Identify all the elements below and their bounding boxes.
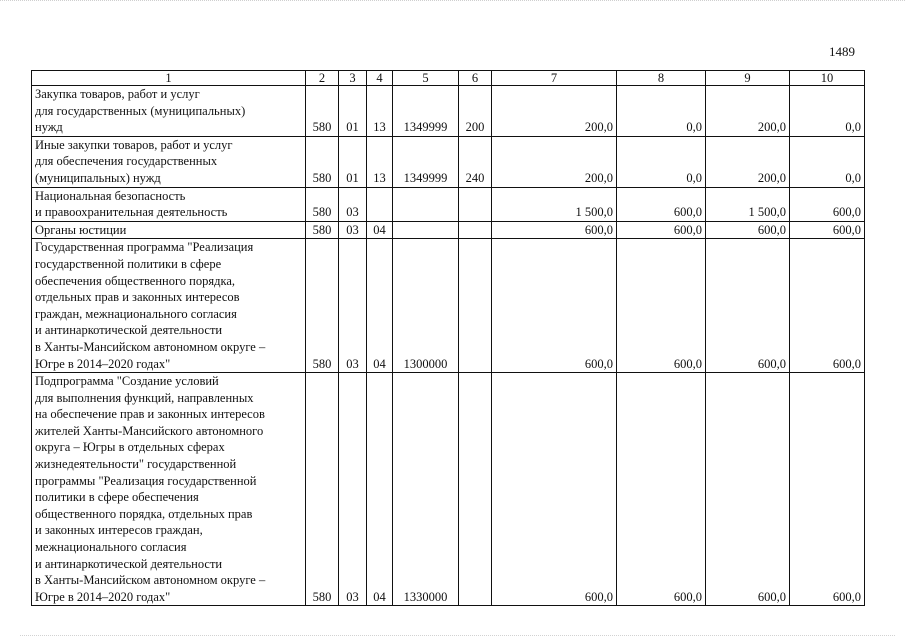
cell-ministry-code: 580 bbox=[306, 187, 339, 221]
cell-ministry-code: 580 bbox=[306, 239, 339, 373]
cell-expense-type bbox=[459, 239, 492, 373]
cell-subsection: 04 bbox=[367, 373, 393, 606]
cell-amount-8: 0,0 bbox=[617, 136, 706, 187]
cell-ministry-code: 580 bbox=[306, 373, 339, 606]
column-header-8: 8 bbox=[617, 71, 706, 86]
cell-section: 01 bbox=[339, 86, 367, 137]
cell-section: 01 bbox=[339, 136, 367, 187]
row-name: Органы юстиции bbox=[32, 221, 306, 239]
row-name: Национальная безопасность и правоохранительная деятельность bbox=[32, 187, 306, 221]
cell-target-article: 1349999 bbox=[393, 86, 459, 137]
cell-amount-9: 600,0 bbox=[706, 221, 790, 239]
page-number: 1489 bbox=[829, 44, 855, 59]
cell-subsection: 04 bbox=[367, 239, 393, 373]
column-header-3: 3 bbox=[339, 71, 367, 86]
column-header-5: 5 bbox=[393, 71, 459, 86]
cell-target-article: 1300000 bbox=[393, 239, 459, 373]
row-name: Государственная программа "Реализация государственной политики в сфере обеспечения общественного порядка, отдельных прав и законных интересов граждан, межнационального согласия и антинаркотической деятельности в Ханты-Мансийском автономном округе – Югре в 2014–2020 годах" bbox=[32, 239, 306, 373]
row-name: Закупка товаров, работ и услуг для государственных (муниципальных) нужд bbox=[32, 86, 306, 137]
cell-amount-10: 600,0 bbox=[790, 187, 865, 221]
cell-amount-7: 600,0 bbox=[492, 373, 617, 606]
cell-target-article: 1349999 bbox=[393, 136, 459, 187]
cell-section: 03 bbox=[339, 239, 367, 373]
cell-amount-10: 600,0 bbox=[790, 221, 865, 239]
cell-amount-10: 0,0 bbox=[790, 86, 865, 137]
cell-section: 03 bbox=[339, 221, 367, 239]
cell-amount-7: 600,0 bbox=[492, 221, 617, 239]
cell-amount-9: 200,0 bbox=[706, 86, 790, 137]
cell-expense-type bbox=[459, 221, 492, 239]
cell-expense-type bbox=[459, 373, 492, 606]
column-header-4: 4 bbox=[367, 71, 393, 86]
cell-expense-type: 200 bbox=[459, 86, 492, 137]
cell-amount-7: 200,0 bbox=[492, 86, 617, 137]
table-row bbox=[32, 136, 865, 187]
cell-target-article bbox=[393, 187, 459, 221]
column-header-9: 9 bbox=[706, 71, 790, 86]
cell-expense-type bbox=[459, 187, 492, 221]
cell-subsection: 13 bbox=[367, 136, 393, 187]
cell-amount-10: 600,0 bbox=[790, 239, 865, 373]
column-header-6: 6 bbox=[459, 71, 492, 86]
cell-ministry-code: 580 bbox=[306, 86, 339, 137]
cell-amount-10: 0,0 bbox=[790, 136, 865, 187]
cell-amount-8: 600,0 bbox=[617, 239, 706, 373]
cell-amount-7: 600,0 bbox=[492, 239, 617, 373]
cell-ministry-code: 580 bbox=[306, 136, 339, 187]
cell-subsection: 13 bbox=[367, 86, 393, 137]
cell-subsection bbox=[367, 187, 393, 221]
cell-amount-8: 600,0 bbox=[617, 373, 706, 606]
scan-edge-bottom bbox=[20, 633, 895, 636]
cell-amount-7: 1 500,0 bbox=[492, 187, 617, 221]
cell-target-article: 1330000 bbox=[393, 373, 459, 606]
cell-amount-9: 200,0 bbox=[706, 136, 790, 187]
cell-target-article bbox=[393, 221, 459, 239]
cell-expense-type: 240 bbox=[459, 136, 492, 187]
cell-amount-8: 0,0 bbox=[617, 86, 706, 137]
cell-amount-9: 1 500,0 bbox=[706, 187, 790, 221]
row-name: Иные закупки товаров, работ и услуг для обеспечения государственных (муниципальных) нужд bbox=[32, 136, 306, 187]
cell-amount-7: 200,0 bbox=[492, 136, 617, 187]
table-row bbox=[32, 86, 865, 137]
column-header-7: 7 bbox=[492, 71, 617, 86]
column-header-2: 2 bbox=[306, 71, 339, 86]
scan-edge-top bbox=[0, 0, 905, 4]
table-row bbox=[32, 221, 865, 239]
cell-ministry-code: 580 bbox=[306, 221, 339, 239]
cell-section: 03 bbox=[339, 373, 367, 606]
column-header-1: 1 bbox=[32, 71, 306, 86]
row-name: Подпрограмма "Создание условий для выполнения функций, направленных на обеспечение прав и законных интересов жителей Ханты-Мансийского автономного округа – Югры в отдельных сферах жизнедеятельности" государственной программы "Реализация государственной политики в сфере обеспечения общественного порядка, отдельных прав и законных интересов граждан, межнационального согласия и антинаркотической деятельности в Ханты-Мансийском автономном округе – Югре в 2014–2020 годах" bbox=[32, 373, 306, 606]
column-header-10: 10 bbox=[790, 71, 865, 86]
table-header-row bbox=[32, 71, 865, 86]
cell-subsection: 04 bbox=[367, 221, 393, 239]
table-row bbox=[32, 239, 865, 373]
cell-section: 03 bbox=[339, 187, 367, 221]
cell-amount-9: 600,0 bbox=[706, 373, 790, 606]
cell-amount-10: 600,0 bbox=[790, 373, 865, 606]
cell-amount-8: 600,0 bbox=[617, 221, 706, 239]
table-row bbox=[32, 187, 865, 221]
budget-table bbox=[31, 70, 865, 606]
table-row bbox=[32, 373, 865, 606]
cell-amount-8: 600,0 bbox=[617, 187, 706, 221]
cell-amount-9: 600,0 bbox=[706, 239, 790, 373]
